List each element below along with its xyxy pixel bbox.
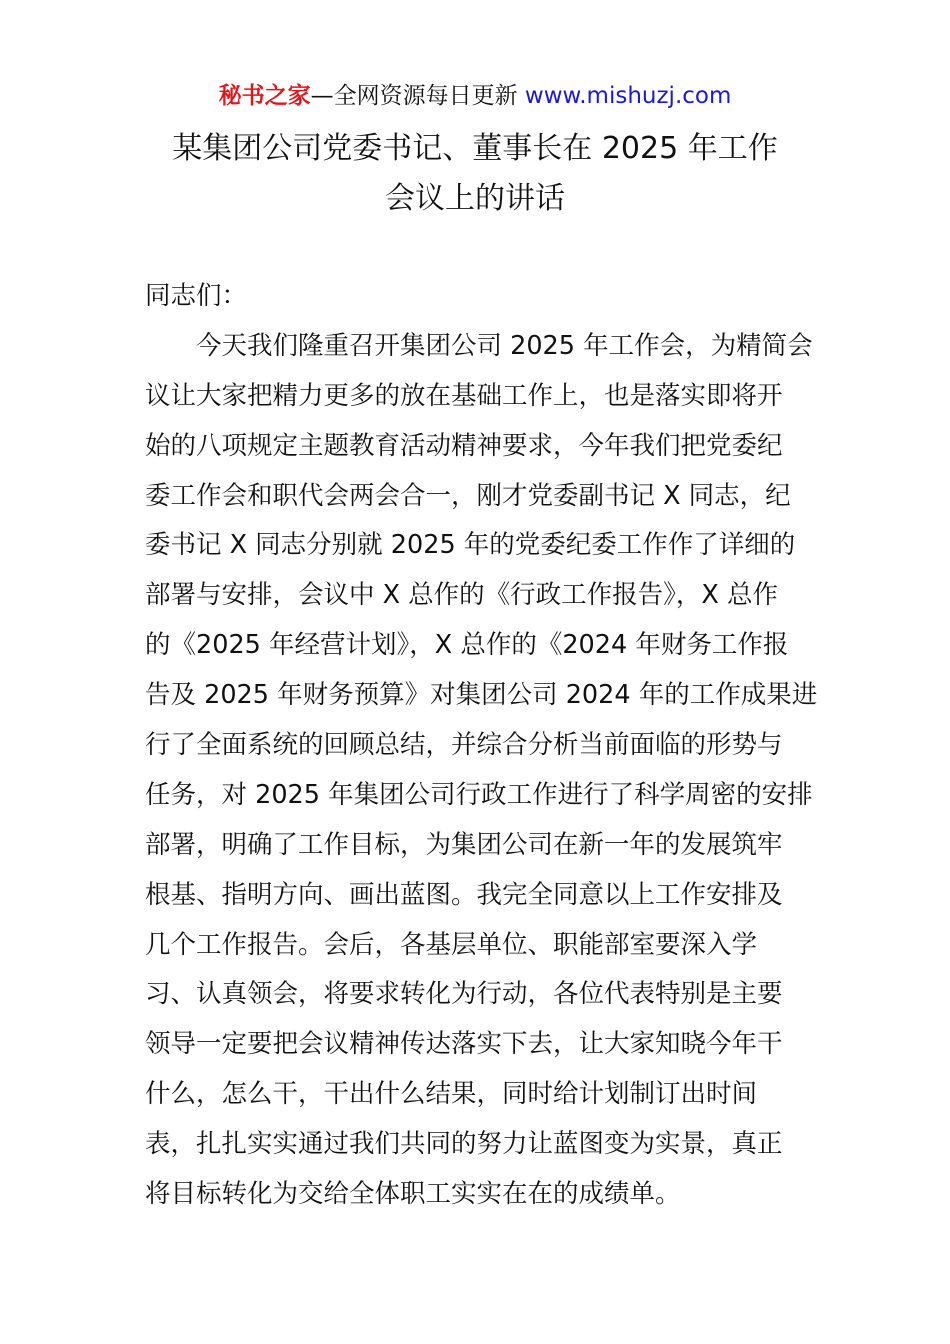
paragraph-line: 告及 2025 年财务预算》对集团公司 2024 年的工作成果进: [145, 680, 818, 711]
site-url-link[interactable]: www.mishuzj.com: [524, 83, 732, 109]
brand-name: 秘书之家: [218, 83, 311, 109]
paragraph-line: 行了全面系统的回顾总结，并综合分析当前面临的形势与: [145, 730, 783, 761]
paragraph-line: 委书记 X 同志分别就 2025 年的党委纪委工作作了详细的: [145, 530, 796, 561]
document-title: [145, 124, 805, 224]
paragraph-line: 习、认真领会，将要求转化为行动，各位代表特别是主要: [145, 979, 783, 1010]
paragraph-line: 任务，对 2025 年集团公司行政工作进行了科学周密的安排: [145, 779, 813, 810]
paragraph-line: 领导一定要把会议精神传达落实下去，让大家知晓今年干: [145, 1029, 783, 1060]
paragraph-line: 几个工作报告。会后，各基层单位、职能部室要深入学: [145, 929, 758, 960]
title-line-1: 某集团公司党委书记、董事长在 2025 年工作: [172, 131, 778, 166]
site-header: [0, 80, 950, 112]
paragraph-line: 表，扎扎实实通过我们共同的努力让蓝图变为实景，真正: [145, 1129, 783, 1160]
paragraph-line: 议让大家把精力更多的放在基础工作上，也是落实即将开: [145, 380, 783, 411]
paragraph-line: 根基、指明方向、画出蓝图。我完全同意以上工作安排及: [145, 879, 783, 910]
paragraph-line: 始的八项规定主题教育活动精神要求，今年我们把党委纪: [145, 430, 783, 461]
paragraph-line: 将目标转化为交给全体职工实实在在的成绩单。: [145, 1179, 681, 1210]
paragraph-line: 什么，怎么干，干出什么结果，同时给计划制订出时间: [145, 1079, 758, 1110]
paragraph-line: 部署与安排，会议中 X 总作的《行政工作报告》，X 总作: [145, 580, 779, 611]
paragraph-line: 今天我们隆重召开集团公司 2025 年工作会，为精简会: [196, 330, 813, 361]
paragraph-line: 部署，明确了工作目标，为集团公司在新一年的发展筑牢: [145, 829, 783, 860]
title-line-2: 会议上的讲话: [385, 181, 565, 216]
body-paragraph: [145, 322, 818, 1220]
paragraph-line: 的《2025 年经营计划》，X 总作的《2024 年财务工作报: [145, 630, 789, 661]
salutation: 同志们：: [145, 281, 248, 311]
document-body: [145, 272, 818, 1220]
header-tagline: —全网资源每日更新: [310, 83, 518, 109]
paragraph-line: 委工作会和职代会两会合一，刚才党委副书记 X 同志，纪: [145, 480, 791, 511]
